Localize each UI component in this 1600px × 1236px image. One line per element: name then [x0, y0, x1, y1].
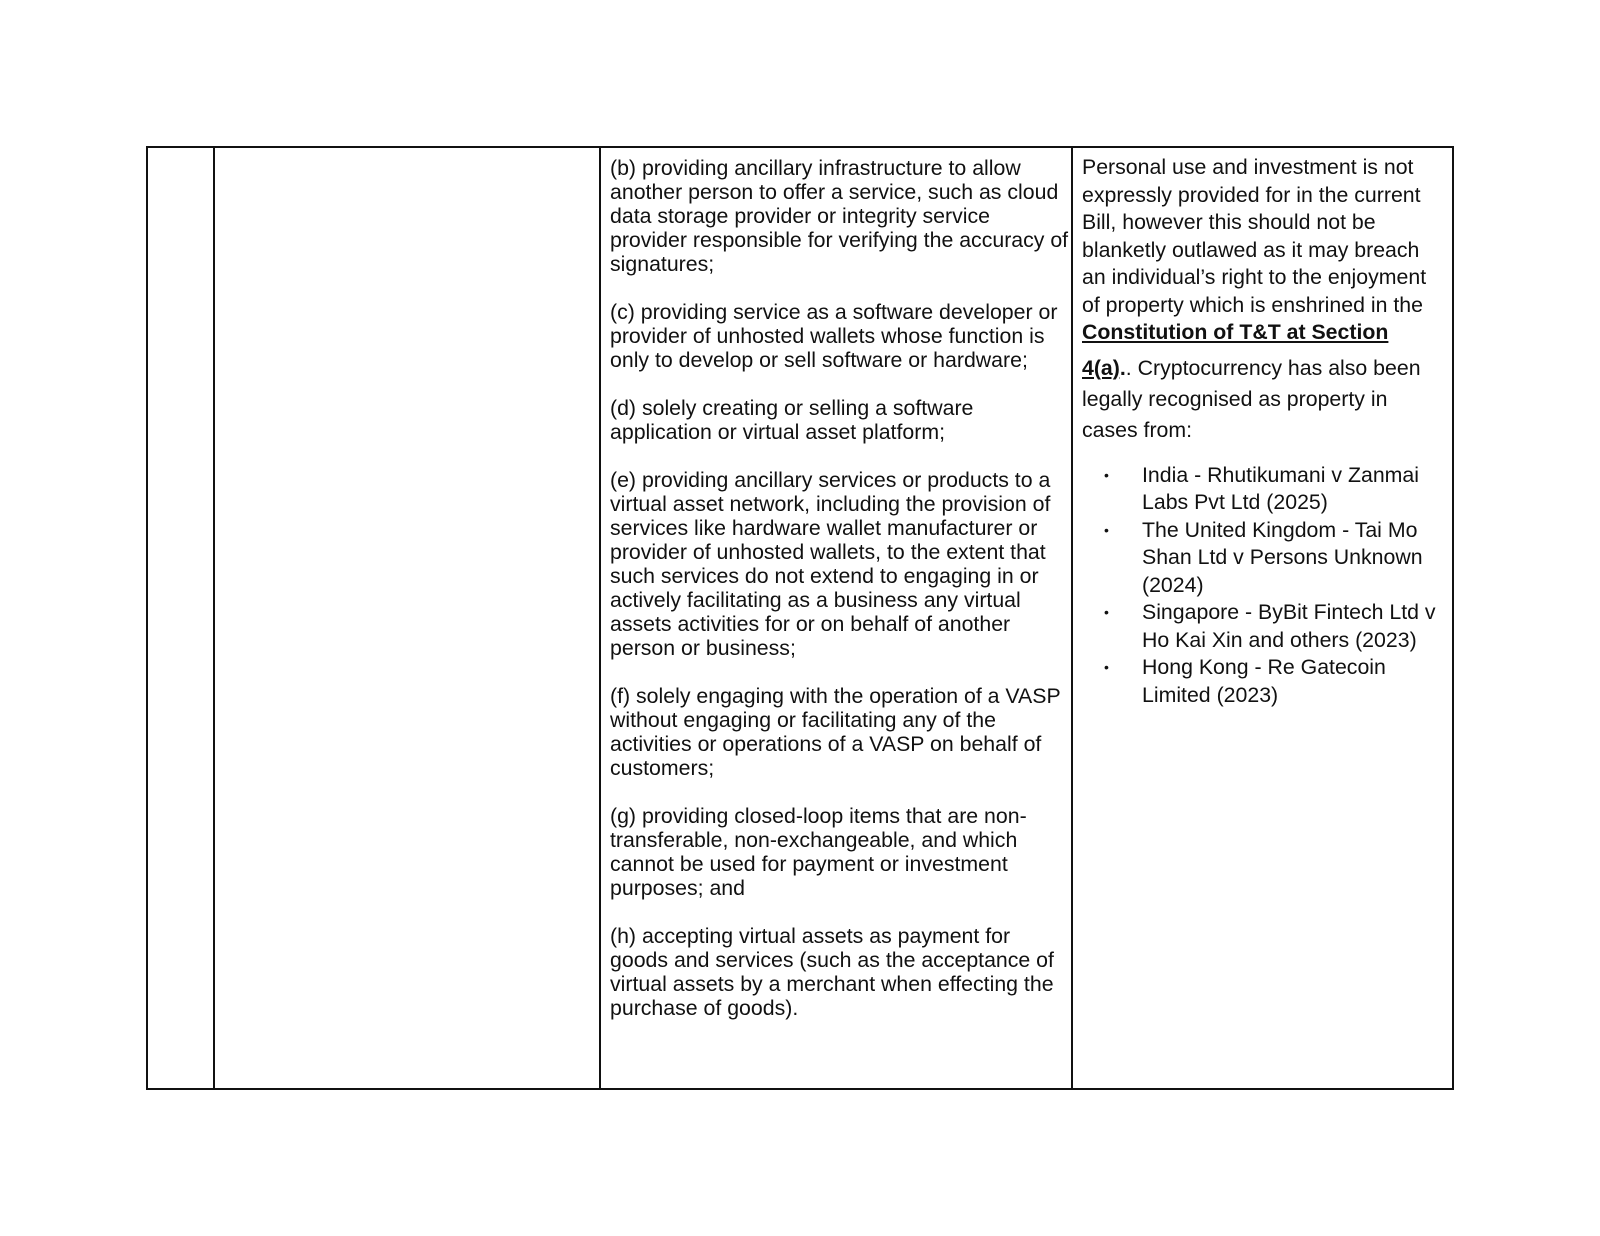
- comment-continuation: [1082, 353, 1447, 446]
- constitution-reference[interactable]: Constitution of T&T at Section: [1082, 320, 1389, 344]
- exemption-d: (d) solely creating or selling a software application or virtual asset platform;: [610, 396, 974, 444]
- list-item: [1082, 599, 1447, 654]
- exemption-e: (e) providing ancillary services or products to a virtual asset network, including the provision of services like hardware wallet manufacturer or provider of unhosted wallets, to the extent that such services do not extend to engaging in or actively facilitating as a business any virtual assets activities for or on behalf of another person or business;: [610, 468, 1051, 660]
- table-cell-comments: [1073, 148, 1452, 1088]
- bullet-icon: •: [1104, 604, 1109, 620]
- case-text: The United Kingdom - Tai Mo Shan Ltd v Persons Unknown (2024): [1142, 517, 1423, 597]
- bullet-icon: •: [1104, 521, 1109, 538]
- comment-intro-text: Personal use and investment is not expressly provided for in the current Bill, however this should not be blanketly outlawed as it may breach an individual’s right to the enjoyment of property which is enshrined in the: [1082, 155, 1427, 317]
- exemption-f: (f) solely engaging with the operation of a VASP without engaging or facilitating any of the activities or operations of a VASP on behalf of customers;: [610, 684, 1061, 780]
- list-item: [1082, 517, 1447, 600]
- period: .: [1119, 355, 1126, 380]
- section-reference[interactable]: 4(a): [1082, 355, 1120, 380]
- exemption-c: (c) providing service as a software developer or provider of unhosted wallets whose function is only to develop or sell software or hardware;: [610, 300, 1058, 372]
- case-text: Hong Kong - Re Gatecoin Limited (2023): [1142, 655, 1386, 707]
- document-table: [146, 146, 1454, 1090]
- exemption-b: (b) providing ancillary infrastructure to allow another person to offer a service, such as cloud data storage provider or integrity service provider responsible for verifying the accuracy of signatures;: [610, 156, 1069, 276]
- exemption-g: (g) providing closed-loop items that are non-transferable, non-exchangeable, and which cannot be used for payment or investment purposes; and: [610, 804, 1027, 900]
- case-text: India - Rhutikumani v Zanmai Labs Pvt Ltd (2025): [1142, 462, 1419, 514]
- case-text: Singapore - ByBit Fintech Ltd v Ho Kai Xin and others (2023): [1142, 600, 1436, 652]
- table-cell-section: [215, 148, 601, 1088]
- comment-after-text: . Cryptocurrency has also been legally recognised as property in cases from:: [1082, 355, 1421, 442]
- table-cell-exemptions: [601, 148, 1073, 1088]
- case-list: [1082, 462, 1447, 710]
- bullet-icon: •: [1104, 659, 1109, 675]
- list-item: [1082, 654, 1447, 709]
- list-item: [1082, 462, 1447, 517]
- comment-intro: [1082, 154, 1447, 347]
- exemption-h: (h) accepting virtual assets as payment for goods and services (such as the acceptance of virtual assets by a merchant when effecting the purchase of goods).: [610, 924, 1054, 1020]
- table-cell-number: [148, 148, 215, 1088]
- bullet-icon: •: [1104, 466, 1109, 483]
